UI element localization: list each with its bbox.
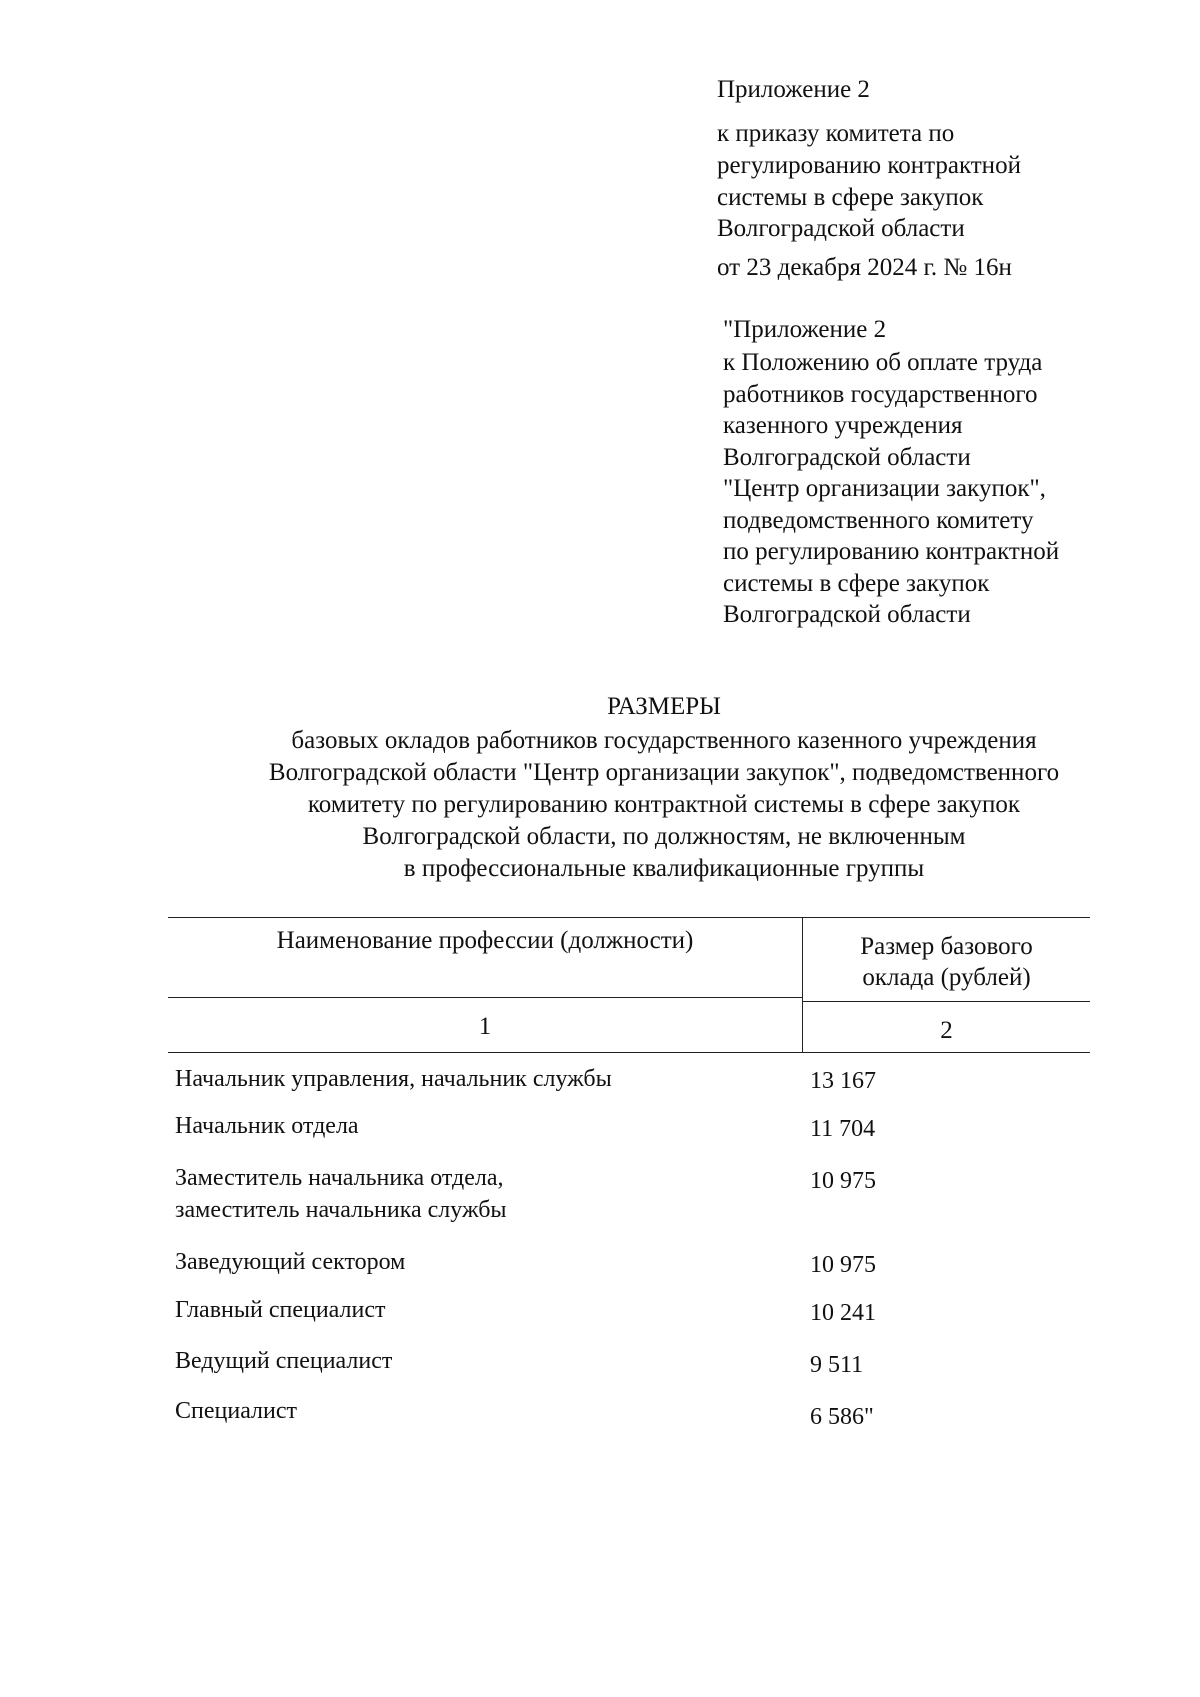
quoted-appendix-line: к Положению об оплате труда: [723, 349, 1043, 376]
position-name: Ведущий специалист: [175, 1348, 393, 1374]
title-subtitle-line: комитету по регулированию контрактной системы в сфере закупок: [307, 791, 1021, 818]
title-subtitle-line: Волгоградской области, по должностям, не включенным: [362, 823, 966, 850]
position-name: Заместитель начальника отдела,: [175, 1165, 504, 1191]
salary-value: 10 975: [810, 1252, 876, 1278]
table-column-number: 1: [478, 1013, 492, 1040]
appendix-title: Приложение 2: [717, 76, 870, 103]
position-name: Начальник отдела: [175, 1113, 359, 1139]
salary-value: 10 975: [810, 1168, 876, 1194]
quoted-appendix-line: по регулированию контрактной: [723, 538, 1060, 565]
quoted-appendix-line: казенного учреждения: [723, 412, 963, 439]
table-header-rule-left: [168, 997, 802, 998]
position-name: Главный специалист: [175, 1297, 386, 1323]
quoted-appendix-line: "Центр организации закупок",: [723, 475, 1046, 502]
appendix-line: регулированию контрактной: [717, 152, 1021, 179]
salary-value: 11 704: [810, 1116, 876, 1142]
position-name: Начальник управления, начальник службы: [175, 1066, 612, 1092]
salary-value: 9 511: [810, 1352, 864, 1378]
salary-value: 13 167: [810, 1068, 876, 1094]
quoted-appendix-line: системы в сфере закупок: [723, 570, 990, 597]
title-heading: РАЗМЕРЫ: [607, 693, 721, 720]
salary-value: 6 586": [810, 1404, 874, 1430]
quoted-appendix-line: Волгоградской области: [723, 601, 971, 628]
table-header-name: Наименование профессии (должности): [276, 927, 694, 954]
table-header-salary: Размер базового: [860, 933, 1033, 960]
quoted-appendix-title: "Приложение 2: [723, 316, 887, 343]
quoted-appendix-line: работников государственного: [723, 381, 1038, 408]
table-column-number: 2: [940, 1017, 953, 1044]
appendix-line: Волгоградской области: [717, 215, 965, 242]
salary-value: 10 241: [810, 1300, 876, 1326]
title-subtitle-line: базовых окладов работников государственного казенного учреждения: [291, 727, 1037, 754]
appendix-line: системы в сфере закупок: [717, 184, 984, 211]
table-header-rule-right: [802, 1001, 1090, 1002]
title-subtitle-line: Волгоградской области "Центр организации закупок", подведомственного: [268, 759, 1060, 786]
appendix-line: к приказу комитета по: [717, 120, 955, 147]
position-name: Заведующий сектором: [175, 1249, 406, 1275]
table-top-rule: [168, 917, 1090, 918]
position-name: Специалист: [175, 1398, 298, 1424]
quoted-appendix-line: Волгоградской области: [723, 444, 971, 471]
quoted-appendix-line: подведомственного комитету: [723, 507, 1034, 534]
position-name: заместитель начальника службы: [175, 1197, 507, 1223]
title-subtitle-line: в профессиональные квалификационные группы: [403, 855, 925, 882]
table-numbering-rule: [168, 1052, 1090, 1053]
table-header-salary: оклада (рублей): [862, 964, 1031, 991]
appendix-order-date: от 23 декабря 2024 г. № 16н: [717, 254, 1012, 281]
